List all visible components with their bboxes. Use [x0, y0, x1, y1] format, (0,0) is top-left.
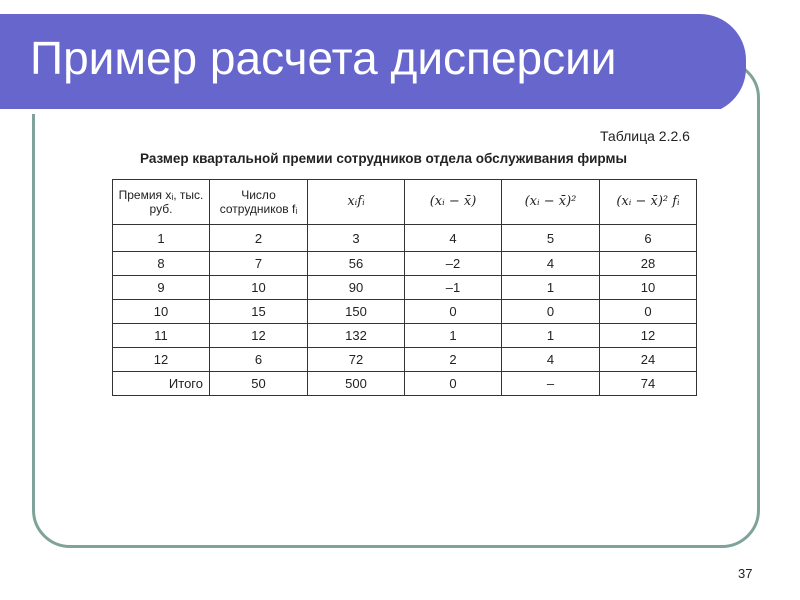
table-cell: 4	[502, 252, 600, 276]
table-cell: 72	[308, 348, 405, 372]
header-row	[113, 180, 697, 225]
title-underline	[0, 109, 748, 114]
header-cell: (xᵢ − x̄)²	[502, 180, 600, 225]
table-row	[113, 252, 697, 276]
table-cell: 11	[113, 324, 210, 348]
table-cell: 10	[113, 300, 210, 324]
table-row	[113, 276, 697, 300]
table-cell: 90	[308, 276, 405, 300]
data-table	[112, 179, 697, 396]
table-cell: 132	[308, 324, 405, 348]
total-label: Итого	[113, 372, 210, 396]
column-number: 2	[210, 225, 308, 252]
column-number-row	[113, 225, 697, 252]
table-cell: 12	[113, 348, 210, 372]
table-cell: 7	[210, 252, 308, 276]
table-cell: 56	[308, 252, 405, 276]
column-number: 1	[113, 225, 210, 252]
table-cell: 9	[113, 276, 210, 300]
table-cell: 8	[113, 252, 210, 276]
table-cell: 15	[210, 300, 308, 324]
table-cell: 0	[600, 300, 697, 324]
column-number: 4	[405, 225, 502, 252]
table-row	[113, 300, 697, 324]
total-cell: –	[502, 372, 600, 396]
total-cell: 74	[600, 372, 697, 396]
table-row	[113, 324, 697, 348]
header-cell: (xᵢ − x̄)² fᵢ	[600, 180, 697, 225]
table-cell: 10	[210, 276, 308, 300]
column-number: 5	[502, 225, 600, 252]
table-cell: 1	[502, 324, 600, 348]
total-cell: 50	[210, 372, 308, 396]
table-cell: 28	[600, 252, 697, 276]
table-cell: 1	[502, 276, 600, 300]
total-cell: 0	[405, 372, 502, 396]
table-cell: 150	[308, 300, 405, 324]
table-cell: 1	[405, 324, 502, 348]
table-cell: 0	[405, 300, 502, 324]
header-cell: xᵢfᵢ	[308, 180, 405, 225]
total-row	[113, 372, 697, 396]
table-cell: 10	[600, 276, 697, 300]
table-cell: 12	[600, 324, 697, 348]
column-number: 6	[600, 225, 697, 252]
header-cell: Премия xᵢ, тыс. руб.	[113, 180, 210, 225]
table-cell: 4	[502, 348, 600, 372]
table-cell: –1	[405, 276, 502, 300]
table-cell: 6	[210, 348, 308, 372]
table-cell: 12	[210, 324, 308, 348]
table-caption: Таблица 2.2.6	[600, 128, 690, 144]
header-cell: (xᵢ − x̄)	[405, 180, 502, 225]
page-number: 37	[738, 566, 753, 581]
slide-title: Пример расчета дисперсии	[30, 32, 617, 84]
total-cell: 500	[308, 372, 405, 396]
table-title: Размер квартальной премии сотрудников отдела обслуживания фирмы	[140, 151, 628, 166]
table-row	[113, 348, 697, 372]
table-cell: –2	[405, 252, 502, 276]
table-cell: 2	[405, 348, 502, 372]
table-cell: 24	[600, 348, 697, 372]
table-cell: 0	[502, 300, 600, 324]
header-cell: Число сотрудников fᵢ	[210, 180, 308, 225]
column-number: 3	[308, 225, 405, 252]
